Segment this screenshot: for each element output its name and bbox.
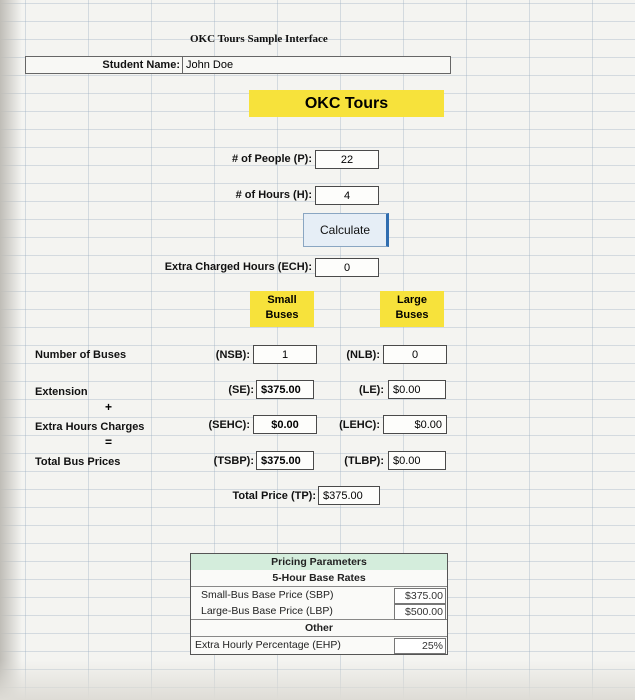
page-edge-shadow <box>0 0 22 700</box>
pricing-parameters-panel <box>190 553 448 655</box>
large-buses-header-line1: Large <box>397 294 427 306</box>
pricing-parameters-title: Pricing Parameters <box>191 554 447 570</box>
lbp-label: Large-Bus Base Price (LBP) <box>201 605 333 617</box>
total-price-label: Total Price (TP): <box>232 490 316 502</box>
student-name-label: Student Name: <box>102 59 180 71</box>
se-value: $375.00 <box>256 380 314 399</box>
equals-sign: = <box>105 435 113 449</box>
hours-label: # of Hours (H): <box>235 189 312 201</box>
large-buses-header <box>380 291 444 327</box>
small-buses-header-line2: Buses <box>265 309 299 321</box>
student-name-value[interactable]: John Doe <box>186 59 234 71</box>
divider <box>182 57 183 73</box>
nlb-input[interactable]: 0 <box>383 345 447 364</box>
se-code: (SE): <box>228 384 254 396</box>
other-heading: Other <box>191 619 447 637</box>
extension-label: Extension <box>35 386 88 398</box>
ech-value: 0 <box>315 258 379 277</box>
lehc-value: $0.00 <box>383 415 447 434</box>
number-of-buses-label: Number of Buses <box>35 349 127 361</box>
extra-hours-label: Extra Hours Charges <box>35 421 145 433</box>
tlbp-value: $0.00 <box>388 451 446 470</box>
sehc-value: $0.00 <box>253 415 317 434</box>
sehc-code: (SEHC): <box>208 419 250 431</box>
nsb-code: (NSB): <box>215 349 250 361</box>
lbp-value[interactable]: $500.00 <box>394 604 446 620</box>
total-bus-prices-label: Total Bus Prices <box>35 456 121 468</box>
people-input[interactable]: 22 <box>315 150 379 169</box>
okc-tours-banner: OKC Tours <box>249 90 444 117</box>
sbp-label: Small-Bus Base Price (SBP) <box>201 589 334 601</box>
small-buses-header-line1: Small <box>267 294 297 306</box>
calculate-button[interactable]: Calculate <box>303 213 389 247</box>
tsbp-code: (TSBP): <box>213 455 254 467</box>
le-code: (LE): <box>358 384 384 396</box>
ehp-value[interactable]: 25% <box>394 638 446 654</box>
base-rates-subtitle: 5-Hour Base Rates <box>191 570 447 587</box>
tsbp-value: $375.00 <box>256 451 314 470</box>
sbp-value[interactable]: $375.00 <box>394 588 446 604</box>
lehc-code: (LEHC): <box>339 419 380 431</box>
people-label: # of People (P): <box>231 153 312 165</box>
ehp-label: Extra Hourly Percentage (EHP) <box>195 639 341 651</box>
le-value: $0.00 <box>388 380 446 399</box>
nlb-code: (NLB): <box>346 349 380 361</box>
page-bottom-shade <box>0 660 635 700</box>
student-name-row <box>25 56 451 74</box>
hours-input[interactable]: 4 <box>315 186 379 205</box>
nsb-input[interactable]: 1 <box>253 345 317 364</box>
document-title: OKC Tours Sample Interface <box>190 33 328 45</box>
total-price-value: $375.00 <box>318 486 380 505</box>
small-buses-header <box>250 291 314 327</box>
plus-sign: + <box>105 400 113 414</box>
large-buses-header-line2: Buses <box>395 309 429 321</box>
ech-label: Extra Charged Hours (ECH): <box>164 261 312 273</box>
tlbp-code: (TLBP): <box>344 455 384 467</box>
